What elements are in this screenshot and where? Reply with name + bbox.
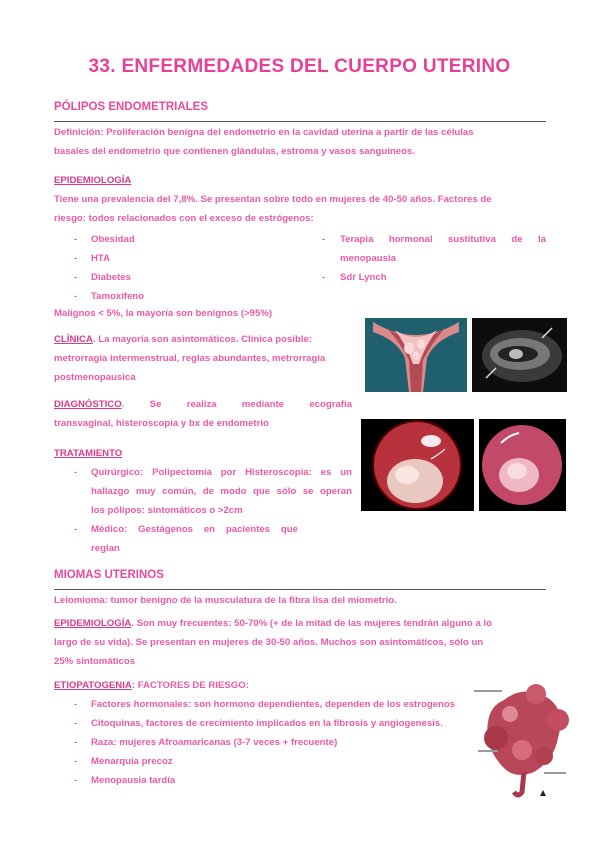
- clinica-title: CLÍNICA: [54, 334, 93, 345]
- uterus-illustration: [365, 318, 467, 392]
- list-bullet: -: [74, 756, 78, 767]
- list-item: Diabetes: [91, 272, 131, 283]
- factor-item: Citoquinas, factores de crecimiento implicados en la fibrosis y angiogenesis.: [91, 718, 443, 729]
- list-bullet: -: [322, 234, 326, 245]
- section-heading-polipos: PÓLIPOS ENDOMETRIALES: [54, 101, 208, 113]
- section-heading-miomas: MIOMAS UTERINOS: [54, 569, 164, 581]
- diagnostico-paragraph: [54, 395, 352, 433]
- list-bullet: -: [74, 253, 78, 264]
- list-bullet: -: [74, 272, 78, 283]
- epidemiologia-title: EPIDEMIOLOGÍA: [54, 175, 132, 186]
- clinica-paragraph: [54, 330, 352, 387]
- clinica-text-3: postmenopausica: [54, 372, 136, 383]
- list-item-continuation: menopausia: [340, 253, 396, 264]
- tratamiento-item-quirurgico: Quirúrgico: Polipectomía por Histeroscopia: es un: [91, 467, 352, 478]
- list-item: HTA: [91, 253, 111, 264]
- list-item: Tamoxifeno: [91, 291, 145, 302]
- hysteroscopy-image-2: [479, 419, 566, 511]
- clinica-text-1: . La mayoría son asintomáticos. Clínica posible:: [92, 334, 313, 345]
- definicion-text-1: Proliferación benigna del endometrio en la cavidad uterina a partir de las células: [106, 127, 474, 138]
- list-item: Terapia hormonal sustitutiva de la: [340, 234, 546, 245]
- list-bullet: -: [74, 718, 78, 729]
- miomas-epidemiologia-text-1: . Son muy frecuentes: 50-70% (+ de la mitad de las mujeres tendrán alguno a lo: [131, 618, 492, 629]
- diagnostico-text-2: transvaginal, histeroscopia y bx de endometrio: [54, 418, 269, 429]
- page-title: 33. ENFERMEDADES DEL CUERPO UTERINO: [88, 56, 511, 77]
- epidemiologia-heading: [54, 171, 546, 190]
- ultrasound-image: [472, 318, 567, 392]
- factor-item: Raza: mujeres Afroamaricanas (3-7 veces + frecuente): [91, 737, 338, 748]
- diagnostico-text-1: . Se realiza mediante ecografía: [121, 399, 352, 410]
- list-bullet: -: [74, 737, 78, 748]
- tratamiento-item-continuation: hallazgo muy común, de modo que sólo se operan: [91, 486, 352, 497]
- list-bullet: -: [322, 272, 326, 283]
- fibroid-diagram: [474, 680, 574, 800]
- epidemiologia-text-2: riesgo: todos relacionados con el exceso de estrógenos:: [54, 213, 314, 224]
- factor-item: Menopausia tardía: [91, 775, 176, 786]
- list-item: Obesidad: [91, 234, 135, 245]
- section-divider: [54, 589, 546, 590]
- miomas-epidemiologia-text-2: largo de su vida). Se presentan en mujeres de 30-50 años. Muchos son asintomáticos, sólo un: [54, 637, 484, 648]
- list-bullet: -: [74, 234, 78, 245]
- factor-item: Menarquia precoz: [91, 756, 173, 767]
- leiomioma-text: Leiomioma: tumor benigno de la musculatura de la fibra lisa del miometrio.: [54, 595, 397, 606]
- epidemiologia-paragraph: [54, 190, 546, 228]
- epidemiologia-text-1: Tiene una prevalencia del 7,8%. Se presentan sobre todo en mujeres de 40-50 años. Factores de: [54, 194, 492, 205]
- etiopatogenia-title: ETIOPATOGENIA: [54, 680, 132, 691]
- miomas-epidemiologia-title: EPIDEMIOLOGÍA: [54, 618, 132, 629]
- list-bullet: -: [74, 699, 78, 710]
- definicion-label: Definición:: [54, 127, 104, 138]
- list-bullet: -: [74, 775, 78, 786]
- definicion-text-2: basales del endometrio que contienen glándulas, estroma y vasos sanguíneos.: [54, 146, 415, 157]
- hysteroscopy-image: [361, 419, 474, 511]
- factor-item: Factores hormonales: son hormono dependientes, dependen de los estrogenos: [91, 699, 456, 710]
- tratamiento-item-continuation: los pólipos: sintomáticos o >2cm: [91, 505, 243, 516]
- tratamiento-item-medico: Médico: Gestágenos en pacientes que: [91, 524, 298, 535]
- tratamiento-item-continuation: reglan: [91, 543, 120, 554]
- miomas-epidemiologia-paragraph: [54, 614, 546, 671]
- clinica-text-2: metrorragia intermenstrual, reglas abundantes, metrorragia: [54, 353, 326, 364]
- etiopatogenia-heading: [54, 676, 546, 695]
- diagnostico-title: DIAGNÓSTICO: [54, 399, 122, 410]
- list-bullet: -: [74, 467, 78, 478]
- definicion-paragraph: [54, 123, 546, 161]
- tratamiento-title: TRATAMIENTO: [54, 448, 123, 459]
- section-divider: [54, 121, 546, 122]
- malignos-text: Malignos < 5%, la mayoría son benignos (>95%): [54, 308, 273, 319]
- list-bullet: -: [74, 524, 78, 535]
- etiopatogenia-subtitle: : FACTORES DE RIESGO:: [131, 680, 249, 691]
- list-bullet: -: [74, 291, 78, 302]
- miomas-epidemiologia-text-3: 25% sintomáticos: [54, 656, 136, 667]
- list-item: Sdr Lynch: [340, 272, 387, 283]
